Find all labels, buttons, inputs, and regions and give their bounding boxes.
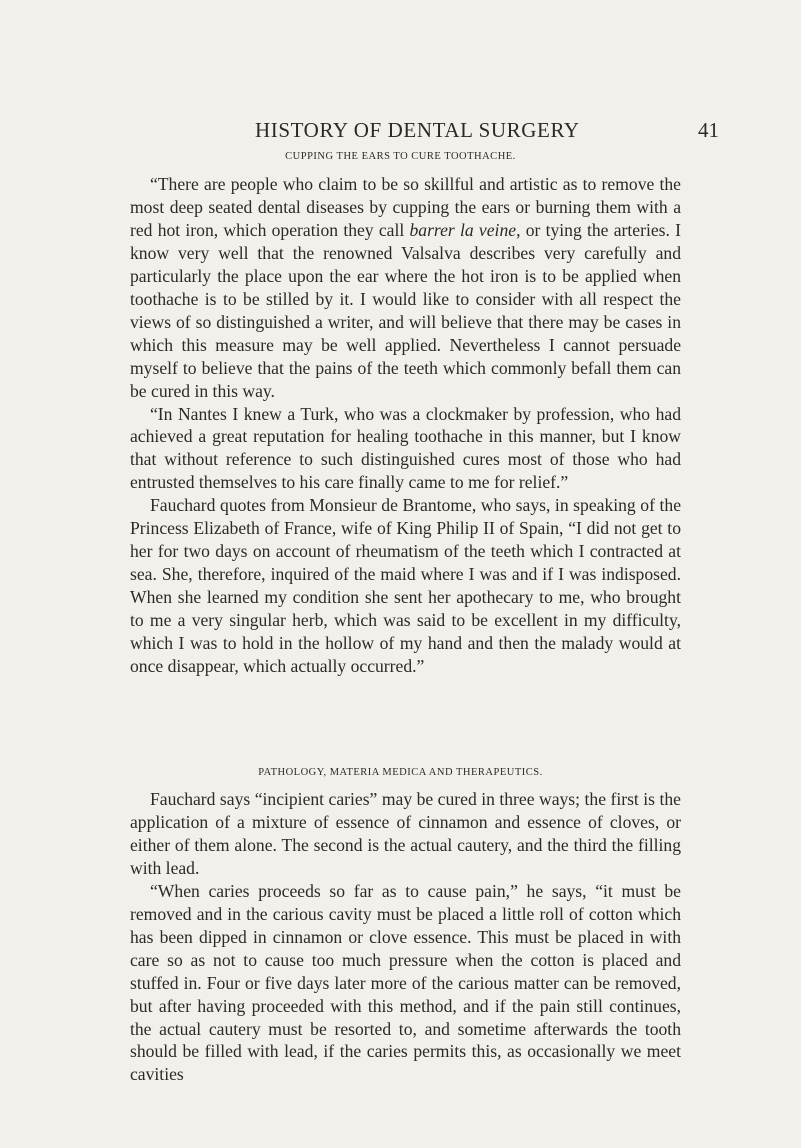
paragraph: “When caries proceeds so far as to cause pain,” he says, “it must be removed and in the carious cavity must be placed a little roll of cotton which has been dipped in cinnamon or clove essence. This must be placed in with care so as not to cause too much pressure when the cotton is placed and stuffed in. Four or five days later more of the carious matter can be removed, but after having proceeded with this method, and if the pain still continues, the actual cautery must be resorted to, and sometime afterwards the tooth should be filled with lead, if the caries permits this, as occasionally we meet cavities (130, 880, 681, 1085)
italic-term: barrer la veine (409, 219, 517, 240)
paragraph-text-end: , or tying the arteries. I know very well that the renowned Valsalva describes very carefully and particularly the place upon the ear where the hot iron is to be applied when toothache is to be stilled by it. I would like to consider with all respect the views of so distinguished a writer, and will believe that there may be cases in which this measure may be well applied. Nevertheless I cannot persuade myself to believe that the pains of the teeth which commonly befall them can be cured in this way. (130, 219, 681, 401)
section-body-pathology (130, 788, 681, 1086)
paragraph-text-start: “There are people who claim to be so skillful and artistic as to remove the most deep seated dental diseases by cupping the ears or burning them with a red hot iron, which operation they call (130, 174, 681, 240)
paragraph: “In Nantes I knew a Turk, who was a clockmaker by profession, who had achieved a great reputation for healing toothache in this manner, but I know that without reference to such distinguished cures most of those who had entrusted themselves to his care finally came to me for relief.” (130, 403, 681, 493)
section-heading-pathology: PATHOLOGY, MATERIA MEDICA AND THERAPEUTICS. (258, 767, 543, 778)
running-head-title: HISTORY OF DENTAL SURGERY (255, 118, 580, 142)
paragraph (130, 173, 681, 403)
page-number: 41 (698, 118, 719, 142)
section-heading-cupping: CUPPING THE EARS TO CURE TOOTHACHE. (285, 151, 516, 162)
section-body-cupping (130, 173, 681, 678)
paragraph: Fauchard quotes from Monsieur de Brantome, who says, in speaking of the Princess Elizabeth of France, wife of King Philip II of Spain, “I did not get to her for two days on account of rheumatism of the teeth which I contracted at sea. She, therefore, inquired of the maid where I was and if I was indisposed. When she learned my condition she sent her apothecary to me, who brought to me a very singular herb, which was said to be excellent in my difficulty, which I was to hold in the hollow of my hand and then the malady would at once disappear, which actually occurred.” (130, 495, 681, 677)
paragraph: Fauchard says “incipient caries” may be cured in three ways; the first is the application of a mixture of essence of cinnamon and essence of cloves, or either of them alone. The second is the actual cautery, and the third the filling with lead. (130, 789, 681, 878)
